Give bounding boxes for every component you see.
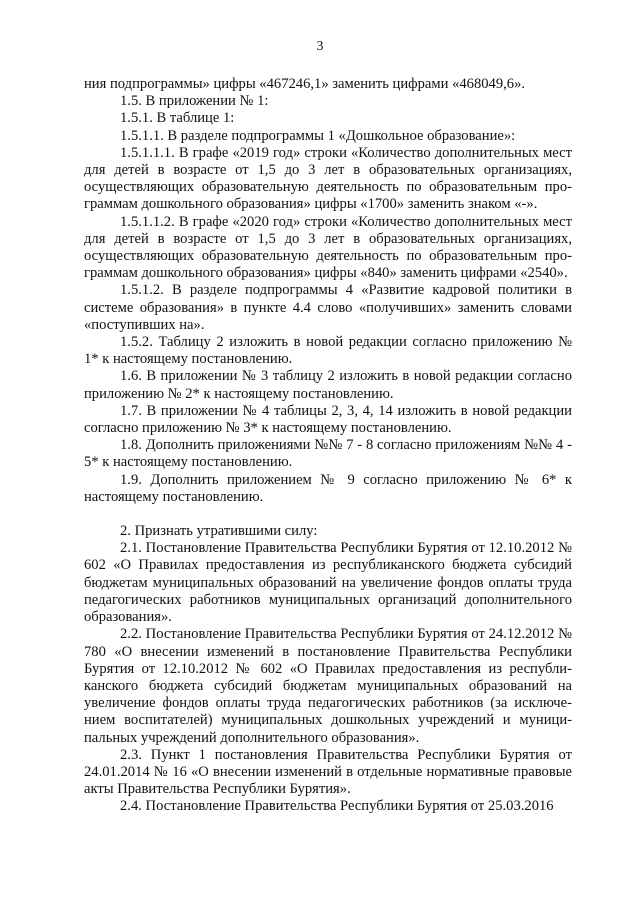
section-gap [84, 506, 572, 523]
paragraph-continuation: ния подпрограммы» цифры «467246,1» заменить цифрами «468049,6». [84, 76, 526, 92]
paragraph-1-5-1-1-2: 1.5.1.1.2. В графе «2020 год» строки «Количество дополнительных мест для детей в возрасте от 1,5 до 3 лет в образовательных организациях, осуществляющих образовательную деятельность по образовательным программам дошкольного образования» цифры «840» заменить цифрами «2540». [84, 213, 572, 282]
paragraph-1-9: 1.9. Дополнить приложением № 9 согласно приложению № 6* к настоящему постановлению. [84, 471, 572, 505]
page-number: 3 [316, 39, 324, 54]
paragraph-2-4: 2.4. Постановление Правительства Республики Бурятия от 25.03.2016 [120, 798, 554, 815]
paragraph-1-5-1-2: 1.5.1.2. В разделе подпрограммы 4 «Развитие кадровой политики в системе образования» в пункте 4.4 слово «получивших» заменить словами «поступивших на». [84, 282, 572, 333]
paragraph-1-5-1-1-1: 1.5.1.1.1. В графе «2019 год» строки «Количество дополнительных мест для детей в возрасте от 1,5 до 3 лет в образовательных организациях, осуществляющих образовательную деятельность по образовательным программам дошкольного образования» цифры «1700» заменить знаком «-». [84, 144, 572, 213]
paragraph-1-6: 1.6. В приложении № 3 таблицу 2 изложить в новой редакции согласно приложению № 2* к настоящему постановлению. [84, 368, 572, 402]
paragraph-1-7: 1.7. В приложении № 4 таблицы 2, 3, 4, 14 изложить в новой редакции согласно приложению № 3* к настоящему постановлению. [84, 402, 572, 437]
paragraph-1-8: 1.8. Дополнить приложениями №№ 7 - 8 согласно приложениям №№ 4 - 5* к настоящему постановлению. [84, 437, 572, 471]
paragraph-2-3: 2.3. Пункт 1 постановления Правительства Республики Бурятия от 24.01.2014 № 16 «О внесении изменений в отдельные нормативные правовые акты Правительства Республики Бурятия». [84, 746, 572, 798]
paragraph-1-5-1-1: 1.5.1.1. В разделе подпрограммы 1 «Дошкольное образование»: [120, 127, 516, 144]
document-body [84, 76, 572, 816]
paragraph-1-5-2: 1.5.2. Таблицу 2 изложить в новой редакции согласно приложению № 1* к настоящему постановлению. [84, 334, 572, 368]
paragraph-1-5-1: 1.5.1. В таблице 1: [120, 110, 235, 127]
paragraph-2-1: 2.1. Постановление Правительства Республики Бурятия от 12.10.2012 № 602 «О Правилах предоставления из республиканского бюджета субсидий бюджетам муниципальных образований на увеличение фондов оплаты труда педагогических работников муниципальных организаций дополнительного образования». [84, 540, 572, 626]
paragraph-1-5: 1.5. В приложении № 1: [120, 93, 269, 110]
paragraph-2: 2. Признать утратившими силу: [120, 523, 318, 540]
paragraph-2-2: 2.2. Постановление Правительства Республики Бурятия от 24.12.2012 № 780 «О внесении изменений в постановление Правительства Республики Бурятия от 12.10.2012 № 602 «О Правилах предоставления из республиканского бюджета субсидий бюджетам муниципальных образований на увеличение фондов оплаты труда педагогических работников (за исключением воспитателей) муниципальных дошкольных учреждений и муниципальных учреждений дополнительного образования». [84, 626, 572, 746]
